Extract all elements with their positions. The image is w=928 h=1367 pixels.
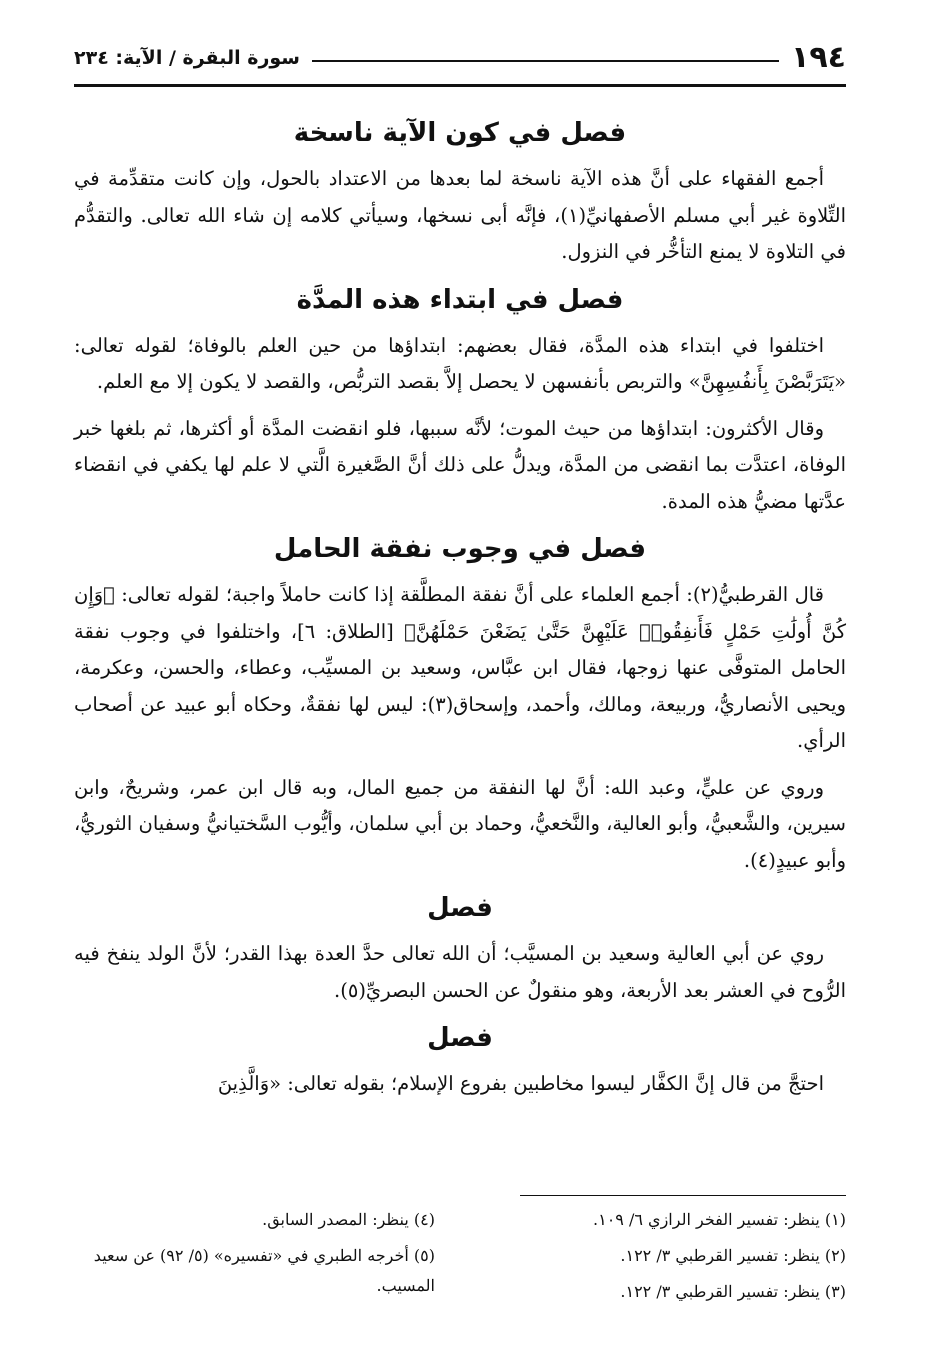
- page-number: ١٩٤: [791, 40, 846, 75]
- header-divider: [312, 60, 779, 62]
- footnotes-right-column: [485, 1205, 846, 1313]
- section-abrogation: [74, 114, 846, 271]
- footnote-divider: [520, 1195, 846, 1196]
- footnotes: [74, 1205, 846, 1313]
- footnote: (٥) أخرجه الطبري في «تفسيره» (٥/ ٩٢) عن سعيد المسيب.: [93, 1246, 435, 1295]
- page-body: [74, 108, 846, 1113]
- header-rule: [74, 84, 846, 87]
- section-title: فصل في وجوب نفقة الحامل: [273, 534, 647, 564]
- section-period-start: [74, 281, 846, 521]
- section-title: فصل في ابتداء هذه المدَّة: [296, 284, 624, 315]
- section-fasl-2: [74, 1019, 846, 1103]
- section-pregnant-maintenance: [74, 530, 846, 879]
- footnotes-left-column: [74, 1205, 435, 1313]
- paragraph: أجمع الفقهاء على أنَّ هذه الآية ناسخة لما بعدها من الاعتداد بالحول، وإن كانت متقدِّمة في التِّلاوة غير أبي مسلم الأصفهانيِّ(١)، فإنَّه أبى نسخها، وسيأتي كلامه إن شاء الله تعالى. والتقدُّم في التلاوة لا يمنع التأخُّر في النزول.: [74, 167, 846, 263]
- surah-reference: سورة البقرة / الآية: ٢٣٤: [74, 47, 300, 69]
- section-title: فصل: [427, 1023, 493, 1053]
- section-title: فصل: [427, 893, 493, 923]
- footnote: (٢) ينظر: تفسير القرطبي ٣/ ١٢٢.: [620, 1246, 846, 1265]
- footnote: (١) ينظر: تفسير الفخر الرازي ٦/ ١٠٩.: [593, 1210, 846, 1229]
- page-header: [74, 38, 846, 78]
- paragraph: قال القرطبيُّ(٢): أجمع العلماء على أنَّ نفقة المطلَّقة إذا كانت حاملاً واجبة؛ لقوله تعالى: ﴿وَإِن كُنَّ أُولَٰتِ حَمْلٍ فَأَنفِقُوا۟ عَلَيْهِنَّ حَتَّىٰ يَضَعْنَ حَمْلَهُنَّ﴾ [الطلاق: ٦]، واختلفوا في وجوب نفقة الحامل المتوفَّى عنها زوجها، فقال ابن عبَّاس، وسعيد بن المسيِّب، وعطاء، والحسن، وعكرمة، ويحيى الأنصاريُّ، وربيعة، ومالك، وأحمد، وإسحاق(٣): ليس لها نفقةٌ، وحكاه أبو عبيد عن أصحاب الرأي.: [74, 583, 846, 752]
- paragraph: وقال الأكثرون: ابتداؤها من حيث الموت؛ لأنَّه سببها، فلو انقضت المدَّة أو أكثرها، ثم بلغها خبر الوفاة، اعتدَّت بما انقضى من المدَّة، ويدلُّ على ذلك أنَّ الصَّغيرة الَّتي لا علم لها يكفي في انقضاء عدَّتها مضيُّ هذه المدة.: [74, 416, 846, 513]
- paragraph: وروي عن عليٍّ، وعبد الله: أنَّ لها النفقة من جميع المال، وبه قال ابن عمر، وشريحٌ، وابن سيرين، والشَّعبيُّ، وأبو العالية، والنَّخعيُّ، وحماد بن أبي سلمان، وأيُّوب السَّختيانيُّ وسفيان الثوريُّ، وأبو عبيدٍ(٤).: [74, 775, 846, 872]
- paragraph: اختلفوا في ابتداء هذه المدَّة، فقال بعضهم: ابتداؤها من حين العلم بالوفاة؛ لقوله تعالى: «يَتَرَبَّصْنَ بِأَنفُسِهِنَّ» والتربص بأنفسهن لا يحصل إلاَّ بقصد التربُّص، والقصد لا يكون إلا مع العلم.: [74, 333, 846, 393]
- paragraph: احتجَّ من قال إنَّ الكفَّار ليسوا مخاطبين بفروع الإسلام؛ بقوله تعالى: «وَالَّذِينَ: [217, 1072, 824, 1095]
- section-fasl-1: [74, 889, 846, 1009]
- footnote: (٤) ينظر: المصدر السابق.: [262, 1210, 435, 1229]
- section-title: فصل في كون الآية ناسخة: [293, 118, 627, 148]
- footnote: (٣) ينظر: تفسير القرطبي ٣/ ١٢٢.: [620, 1282, 846, 1301]
- paragraph: روي عن أبي العالية وسعيد بن المسيَّب؛ أن الله تعالى حدَّ العدة بهذا القدر؛ لأنَّ الولد ينفخ فيه الرُّوح في العشر بعد الأربعة، وهو منقولٌ عن الحسن البصريِّ(٥).: [74, 942, 846, 1002]
